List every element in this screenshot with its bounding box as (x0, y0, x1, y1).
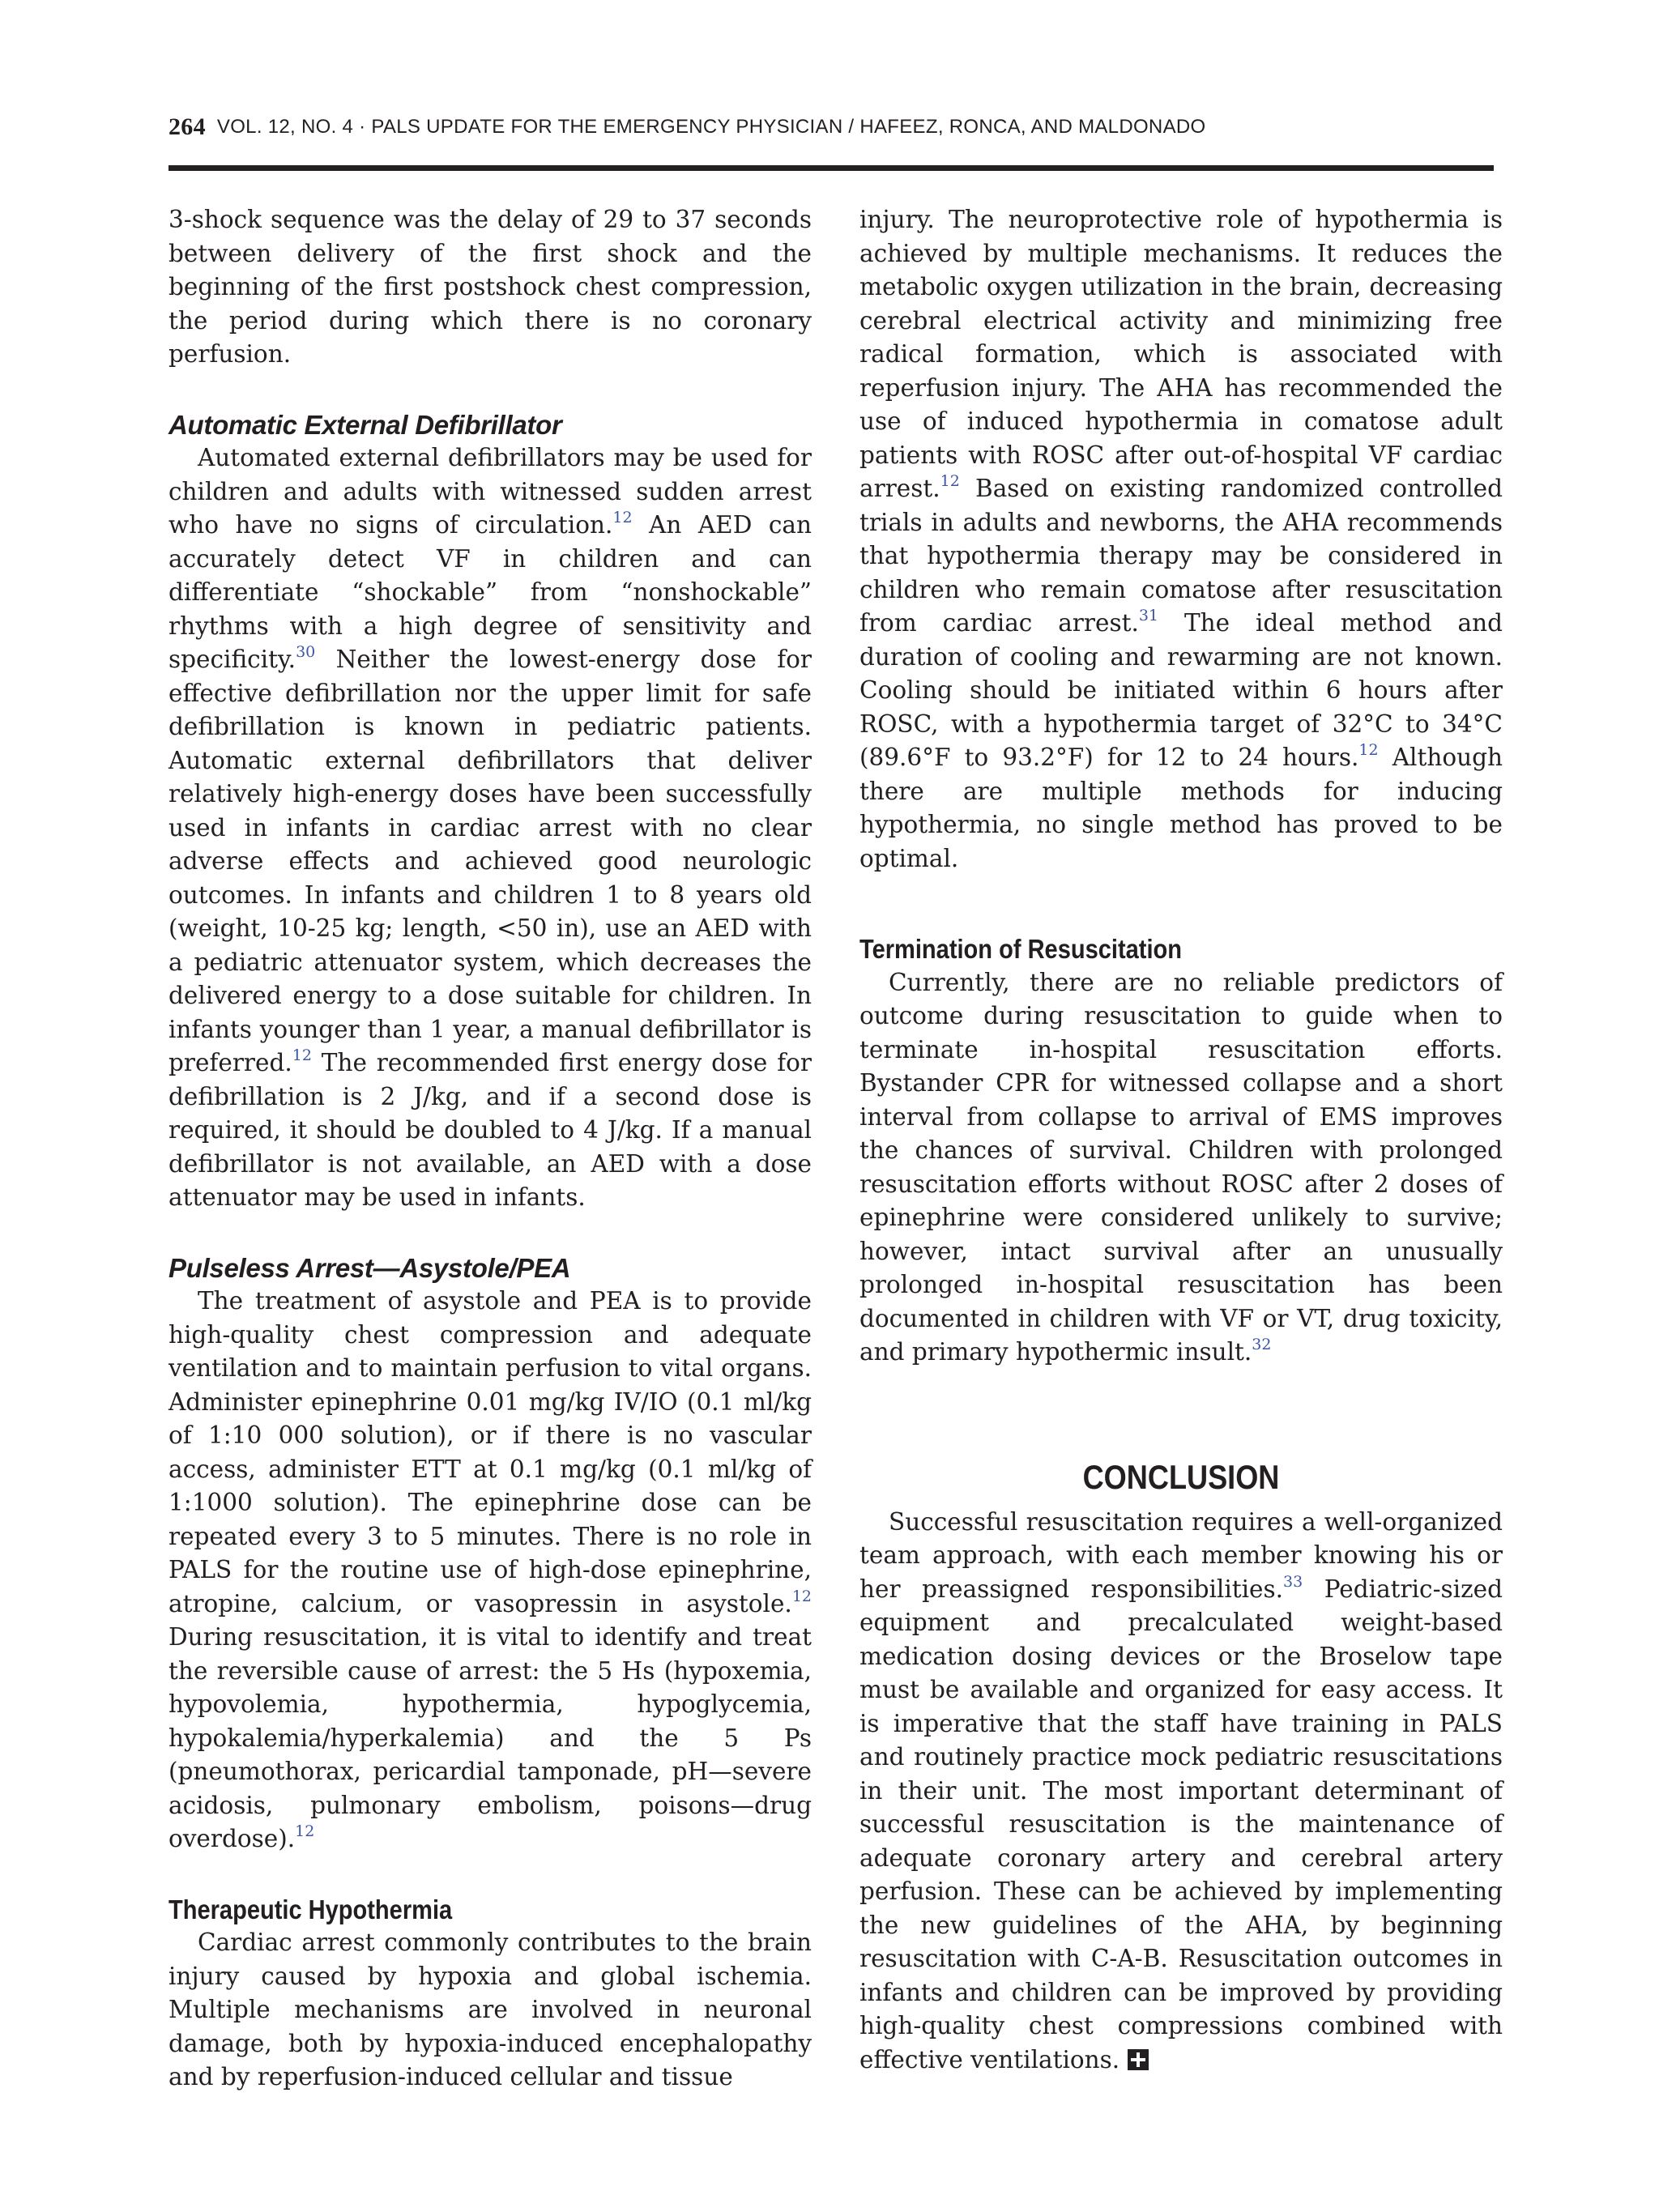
reference-marker: 12 (292, 1046, 312, 1065)
reference-marker: 12 (1358, 741, 1379, 760)
running-title: VOL. 12, NO. 4 · PALS UPDATE FOR THE EMERGENCY PHYSICIAN / HAFEEZ, RONCA, AND MALDONADO (216, 116, 1206, 138)
conclusion-paragraph: Successful resuscitation requires a well-organized team approach, with each member knowing his or her preassigned responsibilities.$^{33}$ Pediatric-sized equipment and precalculated weight-based medication dosing devices or the Broselow tape must be available and organized for easy access. It is imperative that the staff have training in PALS and routinely practice mock pediatric resuscitations in their unit. The most important determinant of successful resuscitation is the maintenance of adequate coronary artery and cerebral artery perfusion. These can be achieved by implementing the new guidelines of the AHA, by beginning resuscitation with C-A-B. Resuscitation outcomes in infants and children can be improved by providing high-quality chest compressions combined with effective ventilations. (859, 1507, 1503, 2073)
left-column (168, 203, 812, 2095)
reference-marker: 12 (791, 1587, 812, 1605)
reference-marker: 12 (612, 509, 633, 527)
reference-marker: 12 (295, 1822, 315, 1841)
section-heading-pea: Pulseless Arrest—Asystole/PEA (168, 1252, 571, 1283)
page-number: 264 (168, 113, 206, 140)
termination-paragraph: Currently, there are no reliable predictors of outcome during resuscitation to guide when to terminate in-hospital resuscitation efforts. Bystander CPR for witnessed collapse and a short interval from collapse to arrival of EMS improves the chances of survival. Children with prolonged resuscitation efforts without ROSC after 2 doses of epinephrine were considered unlikely to survive; however, intact survival after an unusually prolonged in-hospital resuscitation has been documented in children with VF or VT, drug toxicity, and primary hypothermic insult.$^{32}$ (859, 968, 1503, 1366)
section-heading-termination: Termination of Resuscitation (859, 934, 1183, 964)
hypothermia-continued-paragraph: injury. The neuroprotective role of hypothermia is achieved by multiple mechanisms. It reduces the metabolic oxygen utilization in the brain, decreasing cerebral electrical activity and minimizing free radical formation, which is associated with reperfusion injury. The AHA has recommended the use of induced hypothermia in comatose adult patients with ROSC after out-of-hospital VF cardiac arrest.$^{12}$ Based on existing randomized controlled trials in adults and newborns, the AHA recommends that hypothermia therapy may be considered in children who remain comatose after resuscitation from cardiac arrest.$^{31}$ The ideal method and duration of cooling and rewarming are not known. Cooling should be initiated within 6 hours after ROSC, with a hypothermia target of 32°C to 34°C (89.6°F to 93.2°F) for 12 to 24 hours.$^{12}$ Although there are multiple methods for inducing hypothermia, no single method has proved to be optimal. (859, 206, 1503, 872)
reference-marker: 33 (1283, 1572, 1303, 1591)
reference-marker: 30 (296, 643, 316, 662)
reference-marker: 12 (940, 472, 960, 491)
reference-marker: 32 (1252, 1336, 1272, 1354)
hypothermia-paragraph: Cardiac arrest commonly contributes to the brain injury caused by hypoxia and global ischemia. Multiple mechanisms are involved in neuronal damage, both by hypoxia-induced encephalopathy and by reperfusion-induced cellular and tissue (168, 1929, 812, 2091)
conclusion-heading: CONCLUSION (1082, 1457, 1280, 1496)
section-heading-hypothermia: Therapeutic Hypothermia (168, 1894, 453, 1924)
running-header (168, 112, 1494, 144)
aed-paragraph: Automated external defibrillators may be used for children and adults with witnessed sudden arrest who have no signs of circulation.$^{12}$ An AED can accurately detect VF in children and can differentiate “shockable” from “nonshockable” rhythms with a high degree of sensitivity and specificity.$^{30}$ Neither the lowest-energy dose for effective defibrillation nor the upper limit for safe defibrillation is known in pediatric patients. Automatic external defibrillators that deliver relatively high-energy doses have been successfully used in infants in cardiac arrest with no clear adverse effects and achieved good neurologic outcomes. In infants and children 1 to 8 years old (weight, 10-25 kg; length, <50 in), use an AED with a pediatric attenuator system, which decreases the delivered energy to a dose suitable for children. In infants younger than 1 year, a manual defibrillator is preferred.$^{12}$ The recommended first energy dose for defibrillation is 2 J/kg, and if a second dose is required, it should be doubled to 4 J/kg. If a manual defibrillator is not available, an AED with a dose attenuator may be used in infants. (168, 444, 812, 1211)
section-heading-aed: Automatic External Defibrillator (168, 409, 562, 440)
end-of-article-cross-icon (1128, 2049, 1149, 2070)
header-rule (168, 165, 1494, 171)
intro-paragraph: 3-shock sequence was the delay of 29 to 37 seconds between delivery of the first shock and the beginning of the first postshock chest compression, the period during which there is no coronary perfusion. (168, 206, 812, 368)
right-column (859, 203, 1503, 2077)
pea-paragraph: The treatment of asystole and PEA is to provide high-quality chest compression and adequate ventilation and to maintain perfusion to vital organs. Administer epinephrine 0.01 mg/kg IV/IO (0.1 ml/kg of 1:10 000 solution), or if there is no vascular access, administer ETT at 0.1 mg/kg (0.1 ml/kg of 1:1000 solution). The epinephrine dose can be repeated every 3 to 5 minutes. There is no role in PALS for the routine use of high-dose epinephrine, atropine, calcium, or vasopressin in asystole.$^{12}$ During resuscitation, it is vital to identify and treat the reversible cause of arrest: the 5 Hs (hypoxemia, hypovolemia, hypothermia, hypoglycemia, hypokalemia/hyperkalemia) and the 5 Ps (pneumothorax, pericardial tamponade, pH—severe acidosis, pulmonary embolism, poisons—drug overdose).$^{12}$ (168, 1287, 812, 1852)
reference-marker: 31 (1138, 607, 1159, 625)
